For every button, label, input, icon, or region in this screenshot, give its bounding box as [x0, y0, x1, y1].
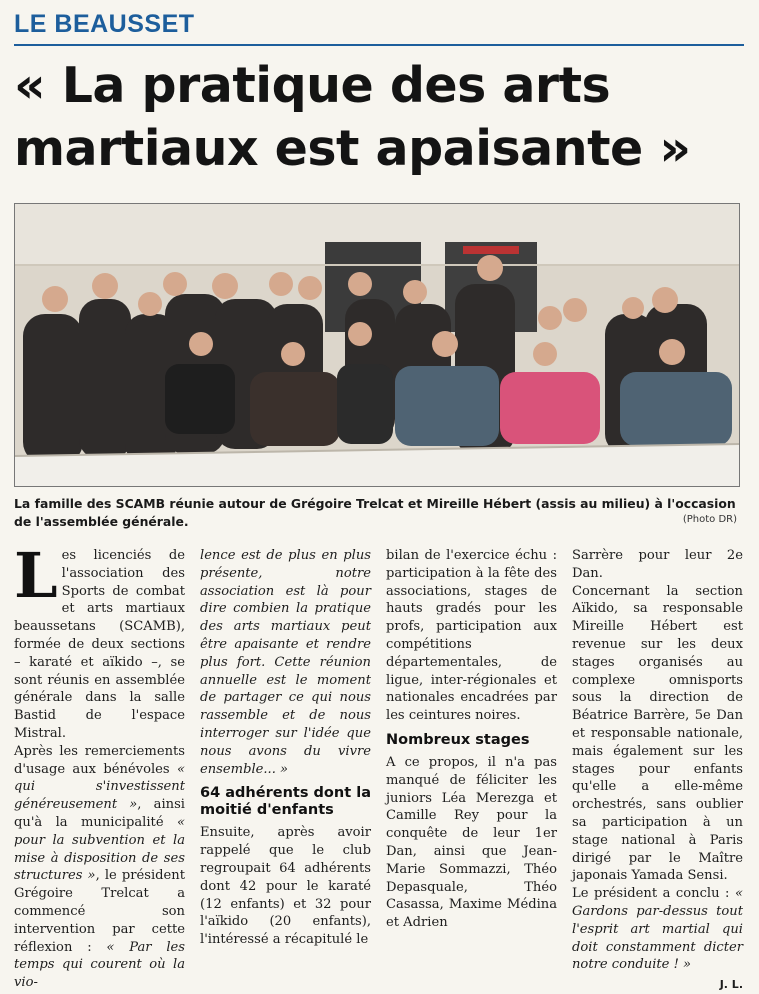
paragraph-text: , le président Grégoire Trelcat a commencé son intervention par cette réflexion : [14, 868, 186, 955]
paragraph-text: Après les remerciements d'usage aux bénévoles [14, 743, 185, 777]
paragraph: Concernant la section Aïkido, sa responsable Mireille Hébert est revenue sur les deux stages organisés au complexe omnisports sous la direction de Béatrice Barrère, 5e Dan et responsable nationale, mais également sur les stages pour enfants qu'elle a elle-même orchestrés, sans oublier sa participation à un stage national à Paris dirigé par le Maître japonais Yamada Sensi. [572, 583, 743, 884]
quote-text: « Gardons par-dessus tout l'esprit art martial qui doit constamment dicter notre conduite ! » [572, 886, 743, 973]
group-photo-illustration [15, 204, 739, 486]
subheading: 64 adhérents dont la moitié d'enfants [200, 785, 371, 819]
article-column-4 [572, 547, 743, 994]
paragraph: A ce propos, il n'a pas manqué de féliciter les juniors Léa Merezga et Camille Rey pour la conquête de leur 1er Dan, ainsi que Jean-Marie Sommazzi, Théo Depasquale, Théo Casassa, Maxime Médina et Adrien [386, 754, 557, 931]
section-rule [14, 44, 744, 46]
paragraph [572, 885, 743, 974]
paragraph-text: Le président a conclu : [572, 886, 730, 902]
paragraph: bilan de l'exercice échu : participation à la fête des associations, stages de hauts gradés pour les profs, participation aux compétitions départementales, de ligue, inter-régionales et nationales encadrées par les ceintures noires. [386, 548, 557, 724]
group-photo [14, 203, 740, 487]
paragraph: Ensuite, après avoir rappelé que le club regroupait 64 adhérents dont 42 pour le karaté (12 enfants) et 32 pour l'aïkido (20 enfants), l'intéressé a récapitulé le [200, 825, 371, 948]
article-column-2 [200, 547, 371, 949]
subheading: Nombreux stages [386, 731, 530, 748]
quote-text: lence est de plus en plus présente, notre association est là pour dire combien la pratique des arts martiaux peut être apaisante et rendre plus fort. Cette réunion annuelle est le moment de partager ce qui nous rassemble et de nous interroger sur l'idée que nous avons du vivre ensemble... » [200, 548, 371, 777]
drop-cap: L [14, 539, 58, 612]
section-title: LE BEAUSSET [14, 10, 195, 38]
photo-caption: La famille des SCAMB réunie autour de Grégoire Trelcat et Mireille Hébert (assis au milieu) à l'occasion de l'assemblée générale. [14, 496, 736, 529]
article-column-1 [14, 539, 186, 992]
photo-credit: (Photo DR) [682, 514, 737, 525]
headline: « La pratique des arts martiaux est apaisante » [14, 57, 691, 177]
paragraph [14, 539, 185, 743]
author-signature: J. L. [719, 978, 743, 992]
quote-text: « Par les temps qui courent où la vio- [14, 939, 185, 991]
quote-text: « pour la subvention et la mise à disposition de ses structures » [14, 814, 185, 884]
paragraph [14, 743, 185, 992]
paragraph: Sarrère pour leur 2e Dan. [572, 548, 743, 581]
quote-text: « qui s'investissent généreusement » [14, 761, 185, 813]
paragraph [200, 547, 371, 778]
paragraph-text: , ainsi qu'à la municipalité [14, 797, 185, 830]
paragraph-text: es licenciés de l'association des Sports de combat et arts martiaux beaussetans (SCAMB), formée de deux sections – karaté et aïkido –, se sont réunis en assemblée générale dans la salle Bastid de l'espace Mistral. [14, 548, 185, 741]
article-column-3 [386, 547, 557, 932]
